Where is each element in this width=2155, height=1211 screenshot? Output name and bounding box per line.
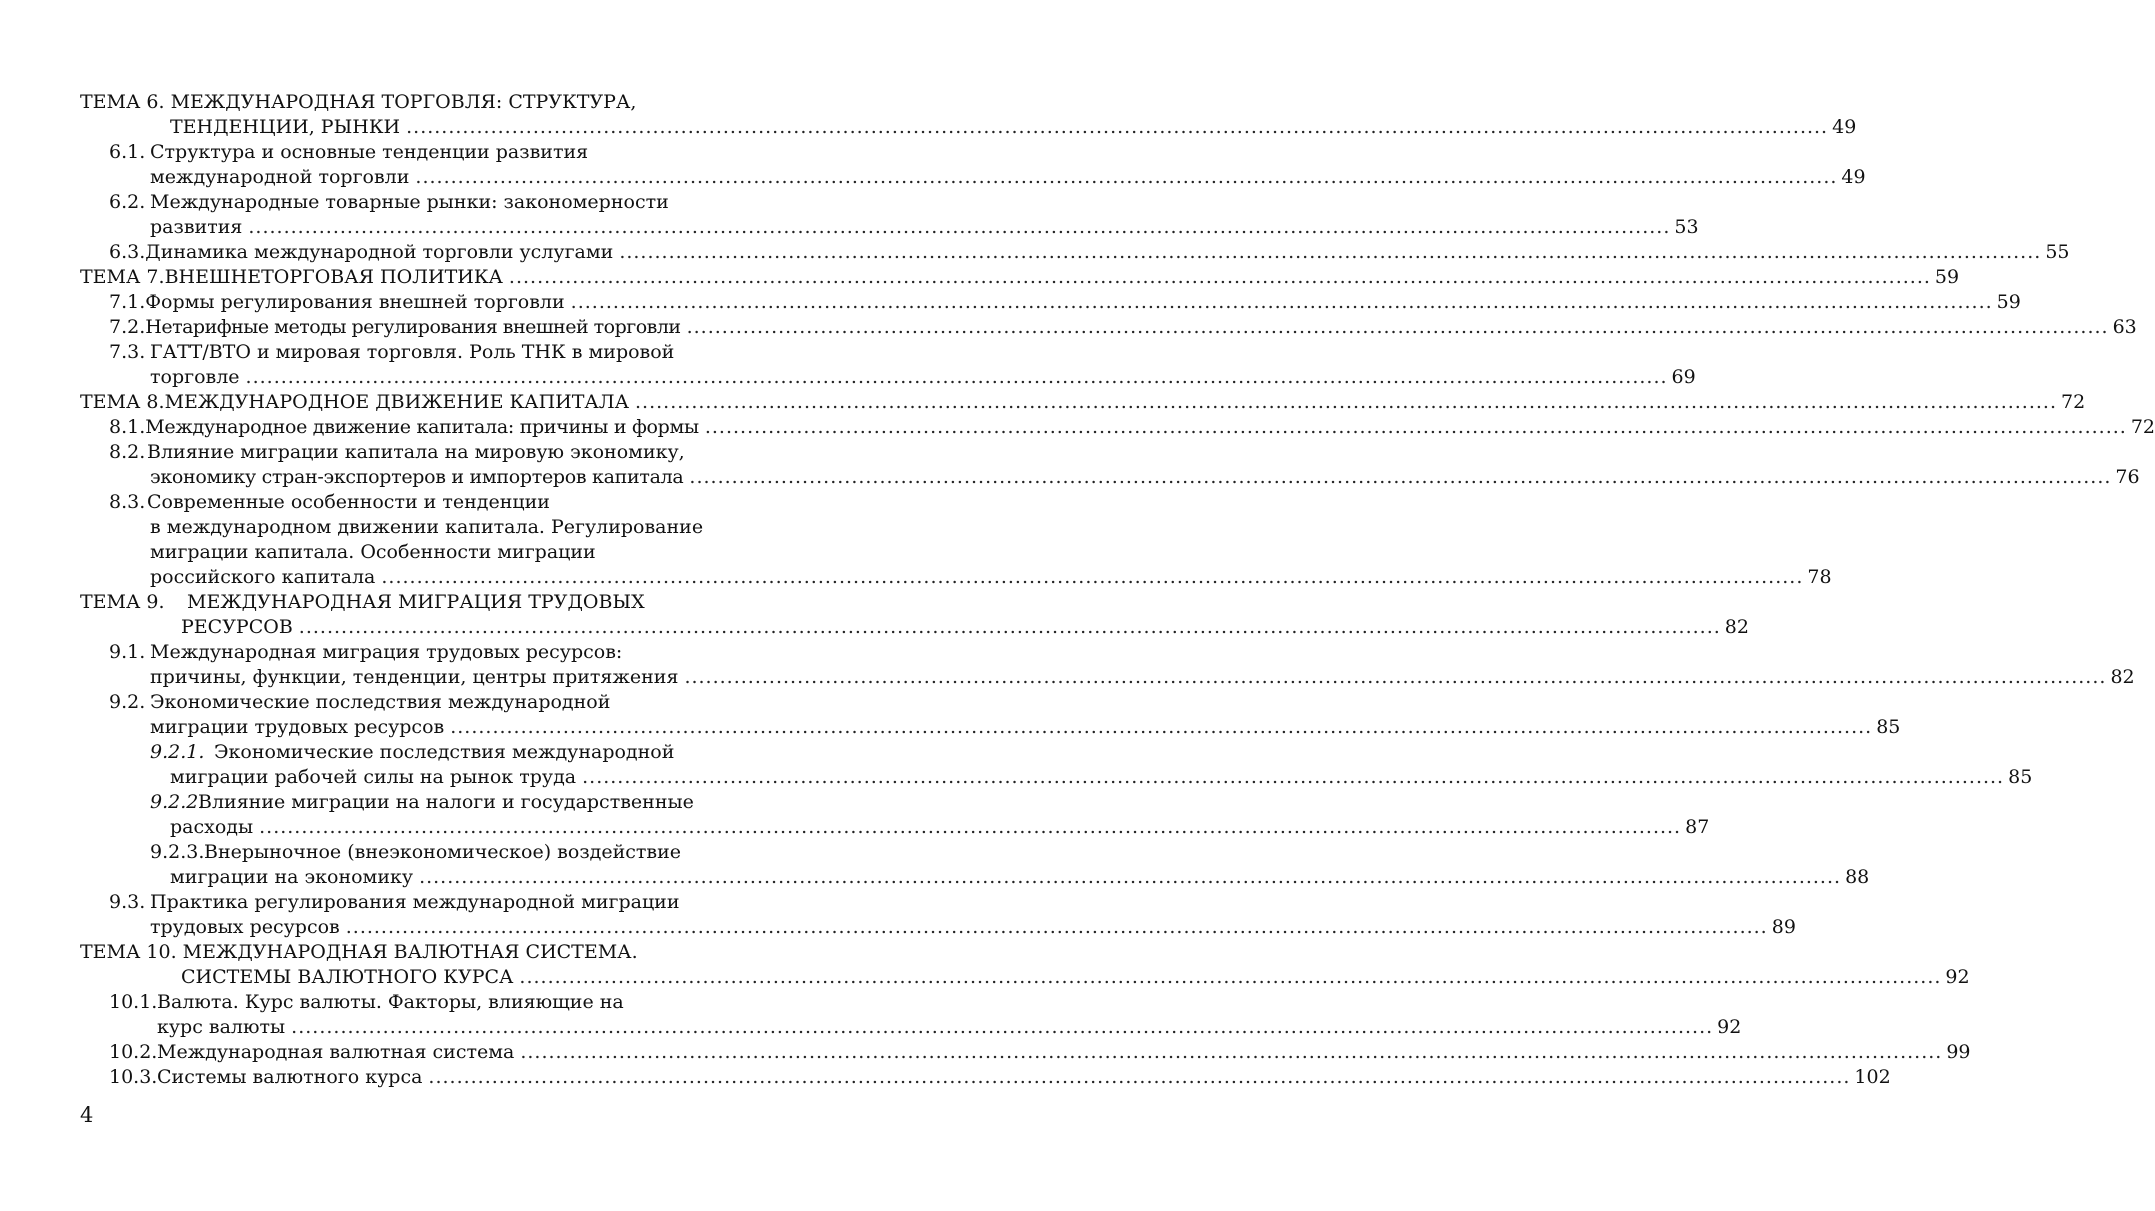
toc-topic-7-entry xyxy=(80,265,1960,290)
toc-topic-8-entry xyxy=(80,390,2086,415)
dot-leader: .......................................................................................................................................................................................................... xyxy=(298,616,1721,638)
section-title: Системы валютного курса xyxy=(157,1066,423,1088)
toc-topic-6-heading xyxy=(80,90,636,115)
section-number: 7.1. xyxy=(109,291,146,313)
toc-page-number: 63 xyxy=(2112,316,2137,338)
toc-page-number: 85 xyxy=(2008,766,2033,788)
toc-page-number: 82 xyxy=(2110,666,2135,688)
toc-page-number: 53 xyxy=(1674,216,1699,238)
topic-label: ТЕМА 8. xyxy=(80,391,165,413)
toc-section-8-3-line2 xyxy=(150,515,703,540)
dot-leader: .......................................................................................................................................................................................................... xyxy=(582,766,2005,788)
section-title-cont: в международном движении капитала. Регулирование xyxy=(150,516,704,538)
toc-page-number: 99 xyxy=(1946,1041,1971,1063)
dot-leader: .......................................................................................................................................................................................................... xyxy=(519,966,1942,988)
section-number: 7.2. xyxy=(109,316,146,338)
section-title: Динамика международной торговли услугами xyxy=(145,241,614,263)
subsection-number: 9.2.1. xyxy=(150,741,205,763)
toc-page-number: 49 xyxy=(1832,116,1857,138)
toc-page-number: 55 xyxy=(2045,241,2070,263)
toc-page-number: 87 xyxy=(1685,816,1710,838)
topic-label: ТЕМА 7. xyxy=(80,266,165,288)
section-number: 7.3. xyxy=(109,341,146,363)
toc-topic-10-heading xyxy=(80,940,638,965)
subsection-number: 9.2.3. xyxy=(150,841,205,863)
dot-leader: .......................................................................................................................................................................................................... xyxy=(419,866,1842,888)
section-title-cont: миграции трудовых ресурсов xyxy=(150,716,445,738)
toc-section-9-1 xyxy=(109,640,622,665)
dot-leader: .......................................................................................................................................................................................................... xyxy=(259,816,1682,838)
toc-topic-8-title: МЕЖДУНАРОДНОЕ ДВИЖЕНИЕ КАПИТАЛА xyxy=(164,391,630,413)
toc-section-6-2 xyxy=(109,190,669,215)
section-title: Международная миграция трудовых ресурсов: xyxy=(150,641,623,663)
dot-leader: .......................................................................................................................................................................................................... xyxy=(428,1066,1851,1088)
toc-section-9-1-entry xyxy=(150,665,2135,690)
section-title-cont: трудовых ресурсов xyxy=(150,916,340,938)
section-title: Международная валютная система xyxy=(157,1041,515,1063)
section-title-cont: торговле xyxy=(150,366,240,388)
section-title-cont: миграции капитала. Особенности миграции xyxy=(150,541,596,563)
section-title-cont: развития xyxy=(150,216,243,238)
section-title: Влияние миграции капитала на мировую экономику, xyxy=(147,441,685,463)
toc-topic-6-title: ТЕМА 6. МЕЖДУНАРОДНАЯ ТОРГОВЛЯ: СТРУКТУРА, xyxy=(80,91,637,113)
toc-section-6-2-entry xyxy=(150,215,1699,240)
section-title: Структура и основные тенденции развития xyxy=(150,141,589,163)
section-title: Современные особенности и тенденции xyxy=(147,491,550,513)
toc-section-10-3-entry xyxy=(109,1065,1891,1090)
subsection-title-cont: расходы xyxy=(170,816,254,838)
dot-leader: .......................................................................................................................................................................................................... xyxy=(689,466,2112,488)
toc-page-number: 69 xyxy=(1671,366,1696,388)
dot-leader: .......................................................................................................................................................................................................... xyxy=(686,316,2109,338)
section-title: Международное движение капитала: причины и формы xyxy=(145,416,699,438)
toc-page-number: 72 xyxy=(2061,391,2086,413)
toc-topic-10-title: ТЕМА 10. МЕЖДУНАРОДНАЯ ВАЛЮТНАЯ СИСТЕМА. xyxy=(80,941,638,963)
toc-page-number: 72 xyxy=(2130,416,2155,438)
subsection-title-cont: миграции на экономику xyxy=(170,866,414,888)
dot-leader: .......................................................................................................................................................................................................... xyxy=(248,216,1671,238)
dot-leader: .......................................................................................................................................................................................................... xyxy=(570,291,1993,313)
dot-leader: .......................................................................................................................................................................................................... xyxy=(619,241,2042,263)
section-number: 6.1. xyxy=(109,141,146,163)
section-number: 9.2. xyxy=(109,691,146,713)
toc-section-9-3-entry xyxy=(150,915,1796,940)
toc-section-9-2-entry xyxy=(150,715,1901,740)
section-title-cont: российского капитала xyxy=(150,566,376,588)
toc-section-8-3-line3 xyxy=(150,540,596,565)
topic-label: ТЕМА 9. xyxy=(80,591,165,613)
toc-section-7-3 xyxy=(109,340,674,365)
subsection-title-cont: миграции рабочей силы на рынок труда xyxy=(170,766,577,788)
toc-subsection-9-2-2 xyxy=(150,790,694,815)
toc-section-8-2-entry xyxy=(150,465,2140,490)
page-number: 4 xyxy=(80,1103,94,1127)
toc-page-number: 59 xyxy=(1996,291,2021,313)
section-title: Нетарифные методы регулирования внешней торговли xyxy=(145,316,681,338)
toc-section-6-1-entry xyxy=(150,165,1866,190)
section-number: 10.3. xyxy=(109,1066,158,1088)
section-title: Валюта. Курс валюты. Факторы, влияющие на xyxy=(157,991,624,1013)
toc-section-7-2-entry xyxy=(109,315,2137,340)
section-title-cont: курс валюты xyxy=(157,1016,286,1038)
toc-topic-6-title-cont: ТЕНДЕНЦИИ, РЫНКИ xyxy=(170,116,401,138)
toc-section-6-3-entry xyxy=(109,240,2070,265)
toc-section-6-1 xyxy=(109,140,588,165)
toc-page-number: 82 xyxy=(1724,616,1749,638)
toc-section-7-3-entry xyxy=(150,365,1696,390)
dot-leader: .......................................................................................................................................................................................................... xyxy=(508,266,1931,288)
section-number: 10.1. xyxy=(109,991,158,1013)
section-title: Международные товарные рынки: закономерности xyxy=(150,191,669,213)
section-number: 8.2. xyxy=(109,441,146,463)
toc-subsection-9-2-2-entry xyxy=(170,815,1710,840)
toc-section-10-1 xyxy=(109,990,624,1015)
section-number: 6.3. xyxy=(109,241,146,263)
toc-page-number: 49 xyxy=(1841,166,1866,188)
toc-page-number: 85 xyxy=(1876,716,1901,738)
toc-section-9-3 xyxy=(109,890,680,915)
section-title: Экономические последствия международной xyxy=(150,691,611,713)
dot-leader: .......................................................................................................................................................................................................... xyxy=(450,716,1873,738)
dot-leader: .......................................................................................................................................................................................................... xyxy=(381,566,1804,588)
toc-topic-9-title: МЕЖДУНАРОДНАЯ МИГРАЦИЯ ТРУДОВЫХ xyxy=(187,591,645,613)
toc-page-number: 76 xyxy=(2115,466,2140,488)
toc-topic-9-heading xyxy=(80,590,645,615)
dot-leader: .......................................................................................................................................................................................................... xyxy=(345,916,1768,938)
subsection-title: Внерыночное (внеэкономическое) воздействие xyxy=(204,841,682,863)
toc-section-7-1-entry xyxy=(109,290,2021,315)
toc-topic-7-title: ВНЕШНЕТОРГОВАЯ ПОЛИТИКА xyxy=(164,266,503,288)
toc-section-8-2 xyxy=(109,440,685,465)
toc-page-number: 88 xyxy=(1845,866,1870,888)
toc-topic-9-entry xyxy=(181,615,1749,640)
dot-leader: .......................................................................................................................................................................................................... xyxy=(704,416,2127,438)
subsection-title: Влияние миграции на налоги и государственные xyxy=(198,791,694,813)
section-title: Формы регулирования внешней торговли xyxy=(145,291,565,313)
toc-topic-10-entry xyxy=(181,965,1970,990)
section-title: Практика регулирования международной миграции xyxy=(150,891,680,913)
toc-section-9-2 xyxy=(109,690,610,715)
dot-leader: .......................................................................................................................................................................................................... xyxy=(291,1016,1714,1038)
section-title: ГАТТ/ВТО и мировая торговля. Роль ТНК в мировой xyxy=(150,341,675,363)
section-number: 9.3. xyxy=(109,891,146,913)
toc-section-8-3 xyxy=(109,490,550,515)
section-number: 8.3. xyxy=(109,491,146,513)
toc-page-number: 89 xyxy=(1771,916,1796,938)
toc-topic-10-title-cont: СИСТЕМЫ ВАЛЮТНОГО КУРСА xyxy=(181,966,514,988)
toc-page-number: 92 xyxy=(1945,966,1970,988)
section-number: 9.1. xyxy=(109,641,146,663)
dot-leader: .......................................................................................................................................................................................................... xyxy=(635,391,2058,413)
toc-subsection-9-2-3-entry xyxy=(170,865,1870,890)
section-title-cont: международной торговли xyxy=(150,166,410,188)
toc-subsection-9-2-3 xyxy=(150,840,681,865)
section-title-cont: экономику стран-экспортеров и импортеров капитала xyxy=(150,466,684,488)
section-number: 8.1. xyxy=(109,416,146,438)
toc-page-number: 92 xyxy=(1717,1016,1742,1038)
section-title-cont: причины, функции, тенденции, центры притяжения xyxy=(150,666,679,688)
dot-leader: .......................................................................................................................................................................................................... xyxy=(684,666,2107,688)
toc-topic-6-entry xyxy=(170,115,1857,140)
section-number: 6.2. xyxy=(109,191,146,213)
dot-leader: .......................................................................................................................................................................................................... xyxy=(415,166,1838,188)
toc-page-number: 59 xyxy=(1934,266,1960,288)
toc-subsection-9-2-1 xyxy=(150,740,674,765)
section-number: 10.2. xyxy=(109,1041,158,1063)
toc-section-10-1-entry xyxy=(157,1015,1742,1040)
subsection-title: Экономические последствия международной xyxy=(214,741,675,763)
toc-section-10-2-entry xyxy=(109,1040,1971,1065)
dot-leader: .......................................................................................................................................................................................................... xyxy=(406,116,1829,138)
dot-leader: .......................................................................................................................................................................................................... xyxy=(245,366,1668,388)
toc-page-number: 78 xyxy=(1807,566,1832,588)
dot-leader: .......................................................................................................................................................................................................... xyxy=(520,1041,1943,1063)
toc-section-8-1-entry xyxy=(109,415,2155,440)
toc-section-8-3-entry xyxy=(150,565,1832,590)
subsection-number: 9.2.2. xyxy=(150,791,205,813)
toc-page-number: 102 xyxy=(1854,1066,1891,1088)
toc-topic-9-title-cont: РЕСУРСОВ xyxy=(181,616,293,638)
toc-subsection-9-2-1-entry xyxy=(170,765,2033,790)
